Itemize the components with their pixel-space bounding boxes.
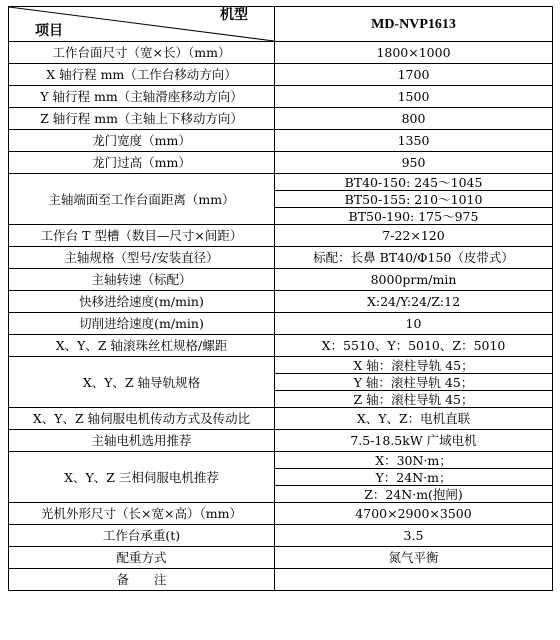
spec-label: 主轴转速（标配） xyxy=(9,269,275,291)
spec-label: 光机外形尺寸（长×宽×高）（mm） xyxy=(9,503,275,525)
spec-label: 主轴规格（型号/安装直径） xyxy=(9,247,275,269)
spec-value: 950 xyxy=(275,152,553,174)
spec-label: 工作台面尺寸（宽×长）（mm） xyxy=(9,42,275,64)
spec-label: 主轴端面至工作台面距离（mm） xyxy=(9,174,275,225)
spec-value: 10 xyxy=(275,313,553,335)
table-row xyxy=(9,547,553,569)
spec-value: 氮气平衡 xyxy=(275,547,553,569)
table-row xyxy=(9,408,553,430)
table-row xyxy=(9,525,553,547)
spec-label: Y 轴行程 mm（主轴滑座移动方向） xyxy=(9,86,275,108)
table-row xyxy=(9,503,553,525)
spec-value: 8000prm/min xyxy=(275,269,553,291)
table-row xyxy=(9,130,553,152)
table-row xyxy=(9,291,553,313)
spec-value: X：5510、Y：5010、Z：5010 xyxy=(275,335,553,357)
spec-label: X、Y、Z 轴伺服电机传动方式及传动比 xyxy=(9,408,275,430)
spec-value: 7.5-18.5kW 广域电机 xyxy=(275,430,553,452)
spec-value: 1800×1000 xyxy=(275,42,553,64)
spec-label: 龙门过高（mm） xyxy=(9,152,275,174)
spec-value: X：30N·m； xyxy=(275,452,553,469)
table-row xyxy=(9,569,553,591)
spec-label: 龙门宽度（mm） xyxy=(9,130,275,152)
spec-label: X、Y、Z 轴滚珠丝杠规格/螺距 xyxy=(9,335,275,357)
spec-value: X 轴：滚柱导轨 45； xyxy=(275,357,553,374)
spec-value: 800 xyxy=(275,108,553,130)
spec-value: 7-22×120 xyxy=(275,225,553,247)
spec-label: 主轴电机选用推荐 xyxy=(9,430,275,452)
spec-value: BT50-190: 175～975 xyxy=(275,208,553,225)
spec-value: BT40-150: 245～1045 xyxy=(275,174,553,191)
spec-value: Y 轴：滚柱导轨 45； xyxy=(275,374,553,391)
table-row xyxy=(9,42,553,64)
table-row xyxy=(9,430,553,452)
table-row xyxy=(9,357,553,374)
spec-label: X、Y、Z 三相伺服电机推荐 xyxy=(9,452,275,503)
spec-value: 1500 xyxy=(275,86,553,108)
spec-value: BT50-155: 210～1010 xyxy=(275,191,553,208)
table-row xyxy=(9,152,553,174)
table-row xyxy=(9,269,553,291)
spec-value: 1350 xyxy=(275,130,553,152)
table-row xyxy=(9,452,553,469)
spec-label: 快移进给速度(m/min) xyxy=(9,291,275,313)
table-row xyxy=(9,108,553,130)
spec-value: 4700×2900×3500 xyxy=(275,503,553,525)
spec-value: Y：24N·m； xyxy=(275,469,553,486)
spec-table xyxy=(8,6,553,591)
spec-value: 3.5 xyxy=(275,525,553,547)
header-diagonal-cell xyxy=(9,7,275,42)
spec-value: 1700 xyxy=(275,64,553,86)
spec-value: Z 轴：滚柱导轨 45； xyxy=(275,391,553,408)
spec-label: 工作台承重(t) xyxy=(9,525,275,547)
spec-value: 标配：长鼻 BT40/Φ150（皮带式） xyxy=(275,247,553,269)
table-row xyxy=(9,225,553,247)
table-row xyxy=(9,174,553,191)
spec-value: X、Y、Z：电机直联 xyxy=(275,408,553,430)
item-header-label: 项目 xyxy=(35,23,63,39)
header-row xyxy=(9,7,553,42)
model-header-label: 机型 xyxy=(220,7,248,23)
table-row xyxy=(9,335,553,357)
spec-label: 切削进给速度(m/min) xyxy=(9,313,275,335)
spec-label: X、Y、Z 轴导轨规格 xyxy=(9,357,275,408)
spec-label: 配重方式 xyxy=(9,547,275,569)
table-row xyxy=(9,86,553,108)
table-row xyxy=(9,247,553,269)
table-row xyxy=(9,64,553,86)
spec-value: Z：24N·m(抱闸) xyxy=(275,486,553,503)
spec-value: X:24/Y:24/Z:12 xyxy=(275,291,553,313)
spec-label: Z 轴行程 mm（主轴上下移动方向） xyxy=(9,108,275,130)
spec-label: 工作台 T 型槽（数目—尺寸×间距） xyxy=(9,225,275,247)
spec-value xyxy=(275,569,553,591)
model-value: MD-NVP1613 xyxy=(275,7,553,42)
spec-label: X 轴行程 mm（工作台移动方向） xyxy=(9,64,275,86)
table-row xyxy=(9,313,553,335)
spec-label: 备 注 xyxy=(9,569,275,591)
